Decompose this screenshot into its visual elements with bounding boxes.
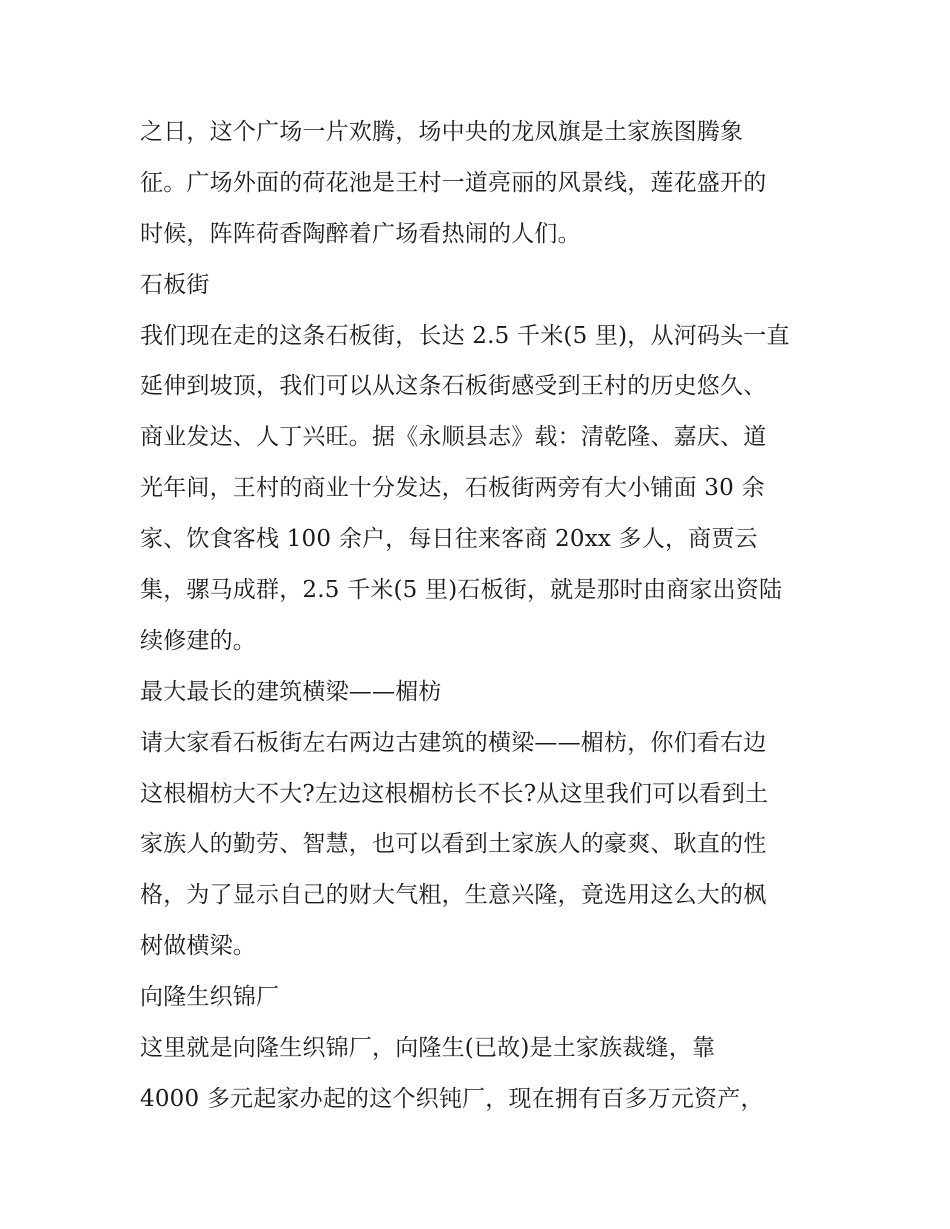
paragraph-line: 这里就是向隆生织锦厂，向隆生(已故)是土家族裁缝，靠 (140, 1035, 716, 1062)
paragraph-line: 我们现在走的这条石板街，长达 2.5 千米(5 里)，从河码头一直 (140, 322, 790, 349)
paragraph-line: 延伸到坡顶，我们可以从这条石板街感受到王村的历史悠久、 (140, 373, 767, 400)
paragraph-line: 请大家看石板街左右两边古建筑的横梁——楣枋，你们看右边 (140, 729, 767, 756)
section-heading-beam: 最大最长的建筑横梁——楣枋 (140, 678, 442, 705)
section-heading-brocade-factory: 向隆生织锦厂 (140, 984, 280, 1011)
paragraph-line: 之日，这个广场一片欢腾，场中央的龙凤旗是土家族图腾象 (140, 119, 744, 145)
paragraph-line: 光年间，王村的商业十分发达，石板街两旁有大小铺面 30 余 (140, 475, 765, 502)
paragraph-line: 征。广场外面的荷花池是王村一道亮丽的风景线，莲花盛开的 (140, 169, 767, 196)
paragraph-line: 商业发达、人丁兴旺。据《永顺县志》载：清乾隆、嘉庆、道 (140, 424, 767, 451)
paragraph-line: 格，为了显示自己的财大气粗，生意兴隆，竟选用这么大的枫 (140, 882, 767, 909)
paragraph-line: 续修建的。 (140, 627, 256, 654)
paragraph-line: 家、饮食客栈 100 余户，每日往来客商 20xx 多人，商贾云 (140, 526, 758, 553)
paragraph-line: 4000 多元起家办起的这个织钝厂，现在拥有百多万元资产， (140, 1085, 764, 1112)
paragraph-line: 集，骡马成群，2.5 千米(5 里)石板街，就是那时由商家出资陆 (140, 577, 783, 604)
paragraph-line: 这根楣枋大不大?左边这根楣枋长不长?从这里我们可以看到土 (140, 780, 769, 807)
paragraph-line: 树做横梁。 (140, 933, 256, 960)
document-body (140, 107, 820, 1125)
section-heading-stone-street: 石板街 (140, 271, 210, 298)
paragraph-line: 时候，阵阵荷香陶醉着广场看热闹的人们。 (140, 220, 581, 247)
paragraph-line: 家族人的勤劳、智慧，也可以看到土家族人的豪爽、耿直的性 (140, 831, 767, 858)
